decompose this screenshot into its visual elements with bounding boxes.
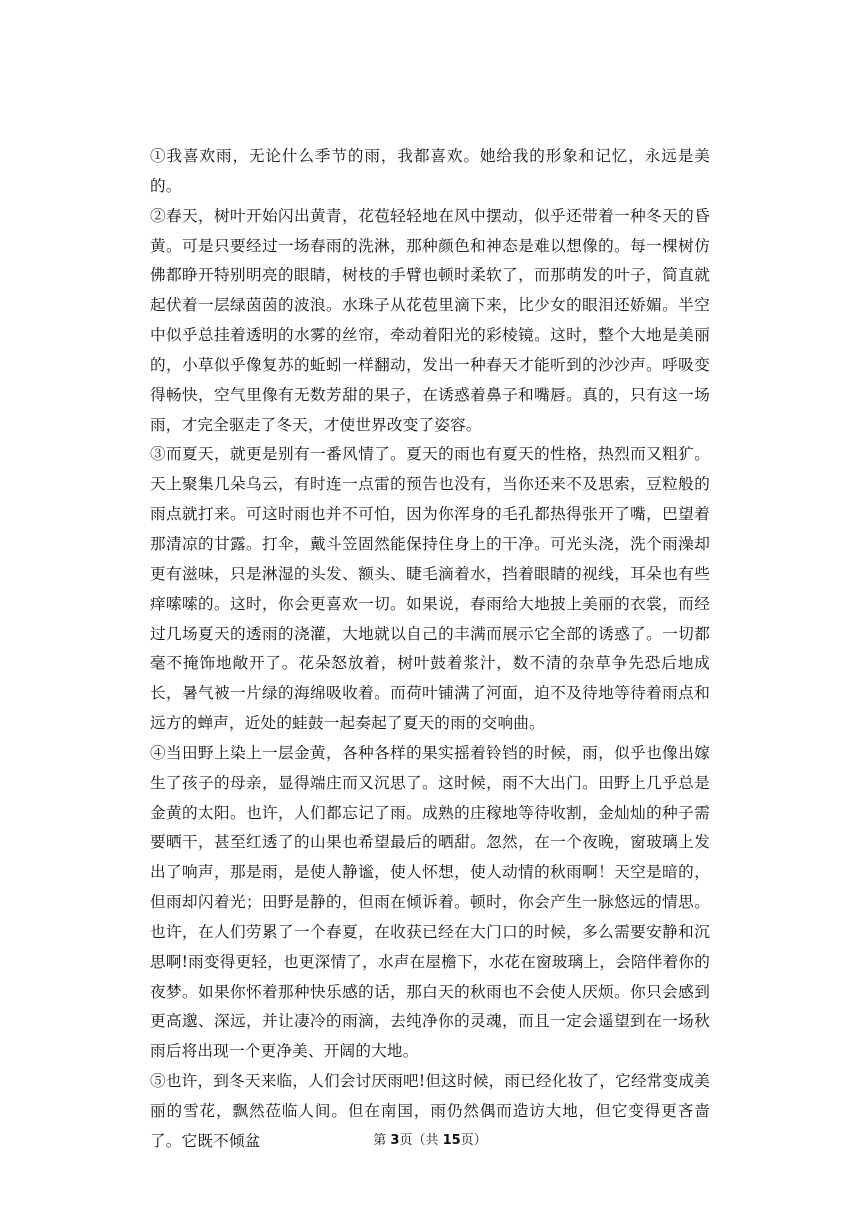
- paragraph-1: ①我喜欢雨，无论什么季节的雨，我都喜欢。她给我的形象和记忆，永远是美的。: [150, 147, 710, 195]
- footer-middle: 页（共: [399, 1133, 443, 1148]
- document-body: [150, 142, 710, 1157]
- page-number: 3: [390, 1133, 400, 1148]
- footer-prefix: 第: [373, 1133, 391, 1148]
- paragraph-3: ③而夏天，就更是别有一番风情了。夏天的雨也有夏天的性格，热烈而又粗犷。天上聚集几朵乌云，有时连一点雷的预告也没有，当你还来不及思索，豆粒般的雨点就打来。可这时雨也并不可怕，因为你浑身的毛孔都热得张开了嘴，巴望着那清凉的甘露。打伞，戴斗笠固然能保持住身上的干净。可光头浇，洗个雨澡却更有滋味，只是淋湿的头发、额头、睫毛滴着水，挡着眼睛的视线，耳朵也有些痒嗦嗦的。这时，你会更喜欢一切。如果说，春雨给大地披上美丽的衣裳，而经过几场夏天的透雨的浇灌，大地就以自己的丰满而展示它全部的诱惑了。一切都毫不掩饰地敞开了。花朵怒放着，树叶鼓着浆汁，数不清的杂草争先恐后地成长，暑气被一片绿的海绵吸收着。而荷叶铺满了河面，迫不及待地等待着雨点和远方的蝉声，近处的蛙鼓一起奏起了夏天的雨的交响曲。: [150, 445, 710, 733]
- footer-suffix: 页）: [460, 1133, 487, 1148]
- page-footer: [0, 1133, 860, 1149]
- paragraph-5: ⑤也许，到冬天来临，人们会讨厌雨吧!但这时候，雨已经化妆了，它经常变成美丽的雪花，飘然莅临人间。但在南国，雨仍然偶而造访大地，但它变得更吝啬了。它既不倾盆: [150, 1072, 710, 1150]
- total-pages: 15: [442, 1133, 461, 1148]
- paragraph-2: ②春天，树叶开始闪出黄青，花苞轻轻地在风中摆动，似乎还带着一种冬天的昏黄。可是只要经过一场春雨的洗淋，那种颜色和神态是难以想像的。每一棵树仿佛都睁开特别明亮的眼睛，树枝的手臂也顿时柔软了，而那萌发的叶子，简直就起伏着一层绿茵茵的波浪。水珠子从花苞里滴下来，比少女的眼泪还娇媚。半空中似乎总挂着透明的水雾的丝帘，牵动着阳光的彩棱镜。这时，整个大地是美丽的，小草似乎像复苏的蚯蚓一样翻动，发出一种春天才能听到的沙沙声。呼吸变得畅快，空气里像有无数芳甜的果子，在诱惑着鼻子和嘴唇。真的，只有这一场雨，才完全驱走了冬天，才使世界改变了姿容。: [150, 206, 710, 434]
- paragraph-4: ④当田野上染上一层金黄，各种各样的果实摇着铃铛的时候，雨，似乎也像出嫁生了孩子的母亲，显得端庄而又沉思了。这时候，雨不大出门。田野上几乎总是金黄的太阳。也许，人们都忘记了雨。成熟的庄稼地等待收割，金灿灿的种子需要晒干，甚至红透了的山果也希望最后的晒甜。忽然，在一个夜晚，窗玻璃上发出了响声，那是雨，是使人静谧，使人怀想，使人动情的秋雨啊！天空是暗的，但雨却闪着光；田野是静的，但雨在倾诉着。顿时，你会产生一脉悠远的情思。也许，在人们劳累了一个春夏，在收获已经在大门口的时候，多么需要安静和沉思啊!雨变得更轻，也更深情了，水声在屋檐下，水花在窗玻璃上，会陪伴着你的夜梦。如果你怀着那种快乐感的话，那白天的秋雨也不会使人厌烦。你只会感到更高邈、深远，并让凄冷的雨滴，去纯净你的灵魂，而且一定会遥望到在一场秋雨后将出现一个更净美、开阔的大地。: [150, 743, 710, 1061]
